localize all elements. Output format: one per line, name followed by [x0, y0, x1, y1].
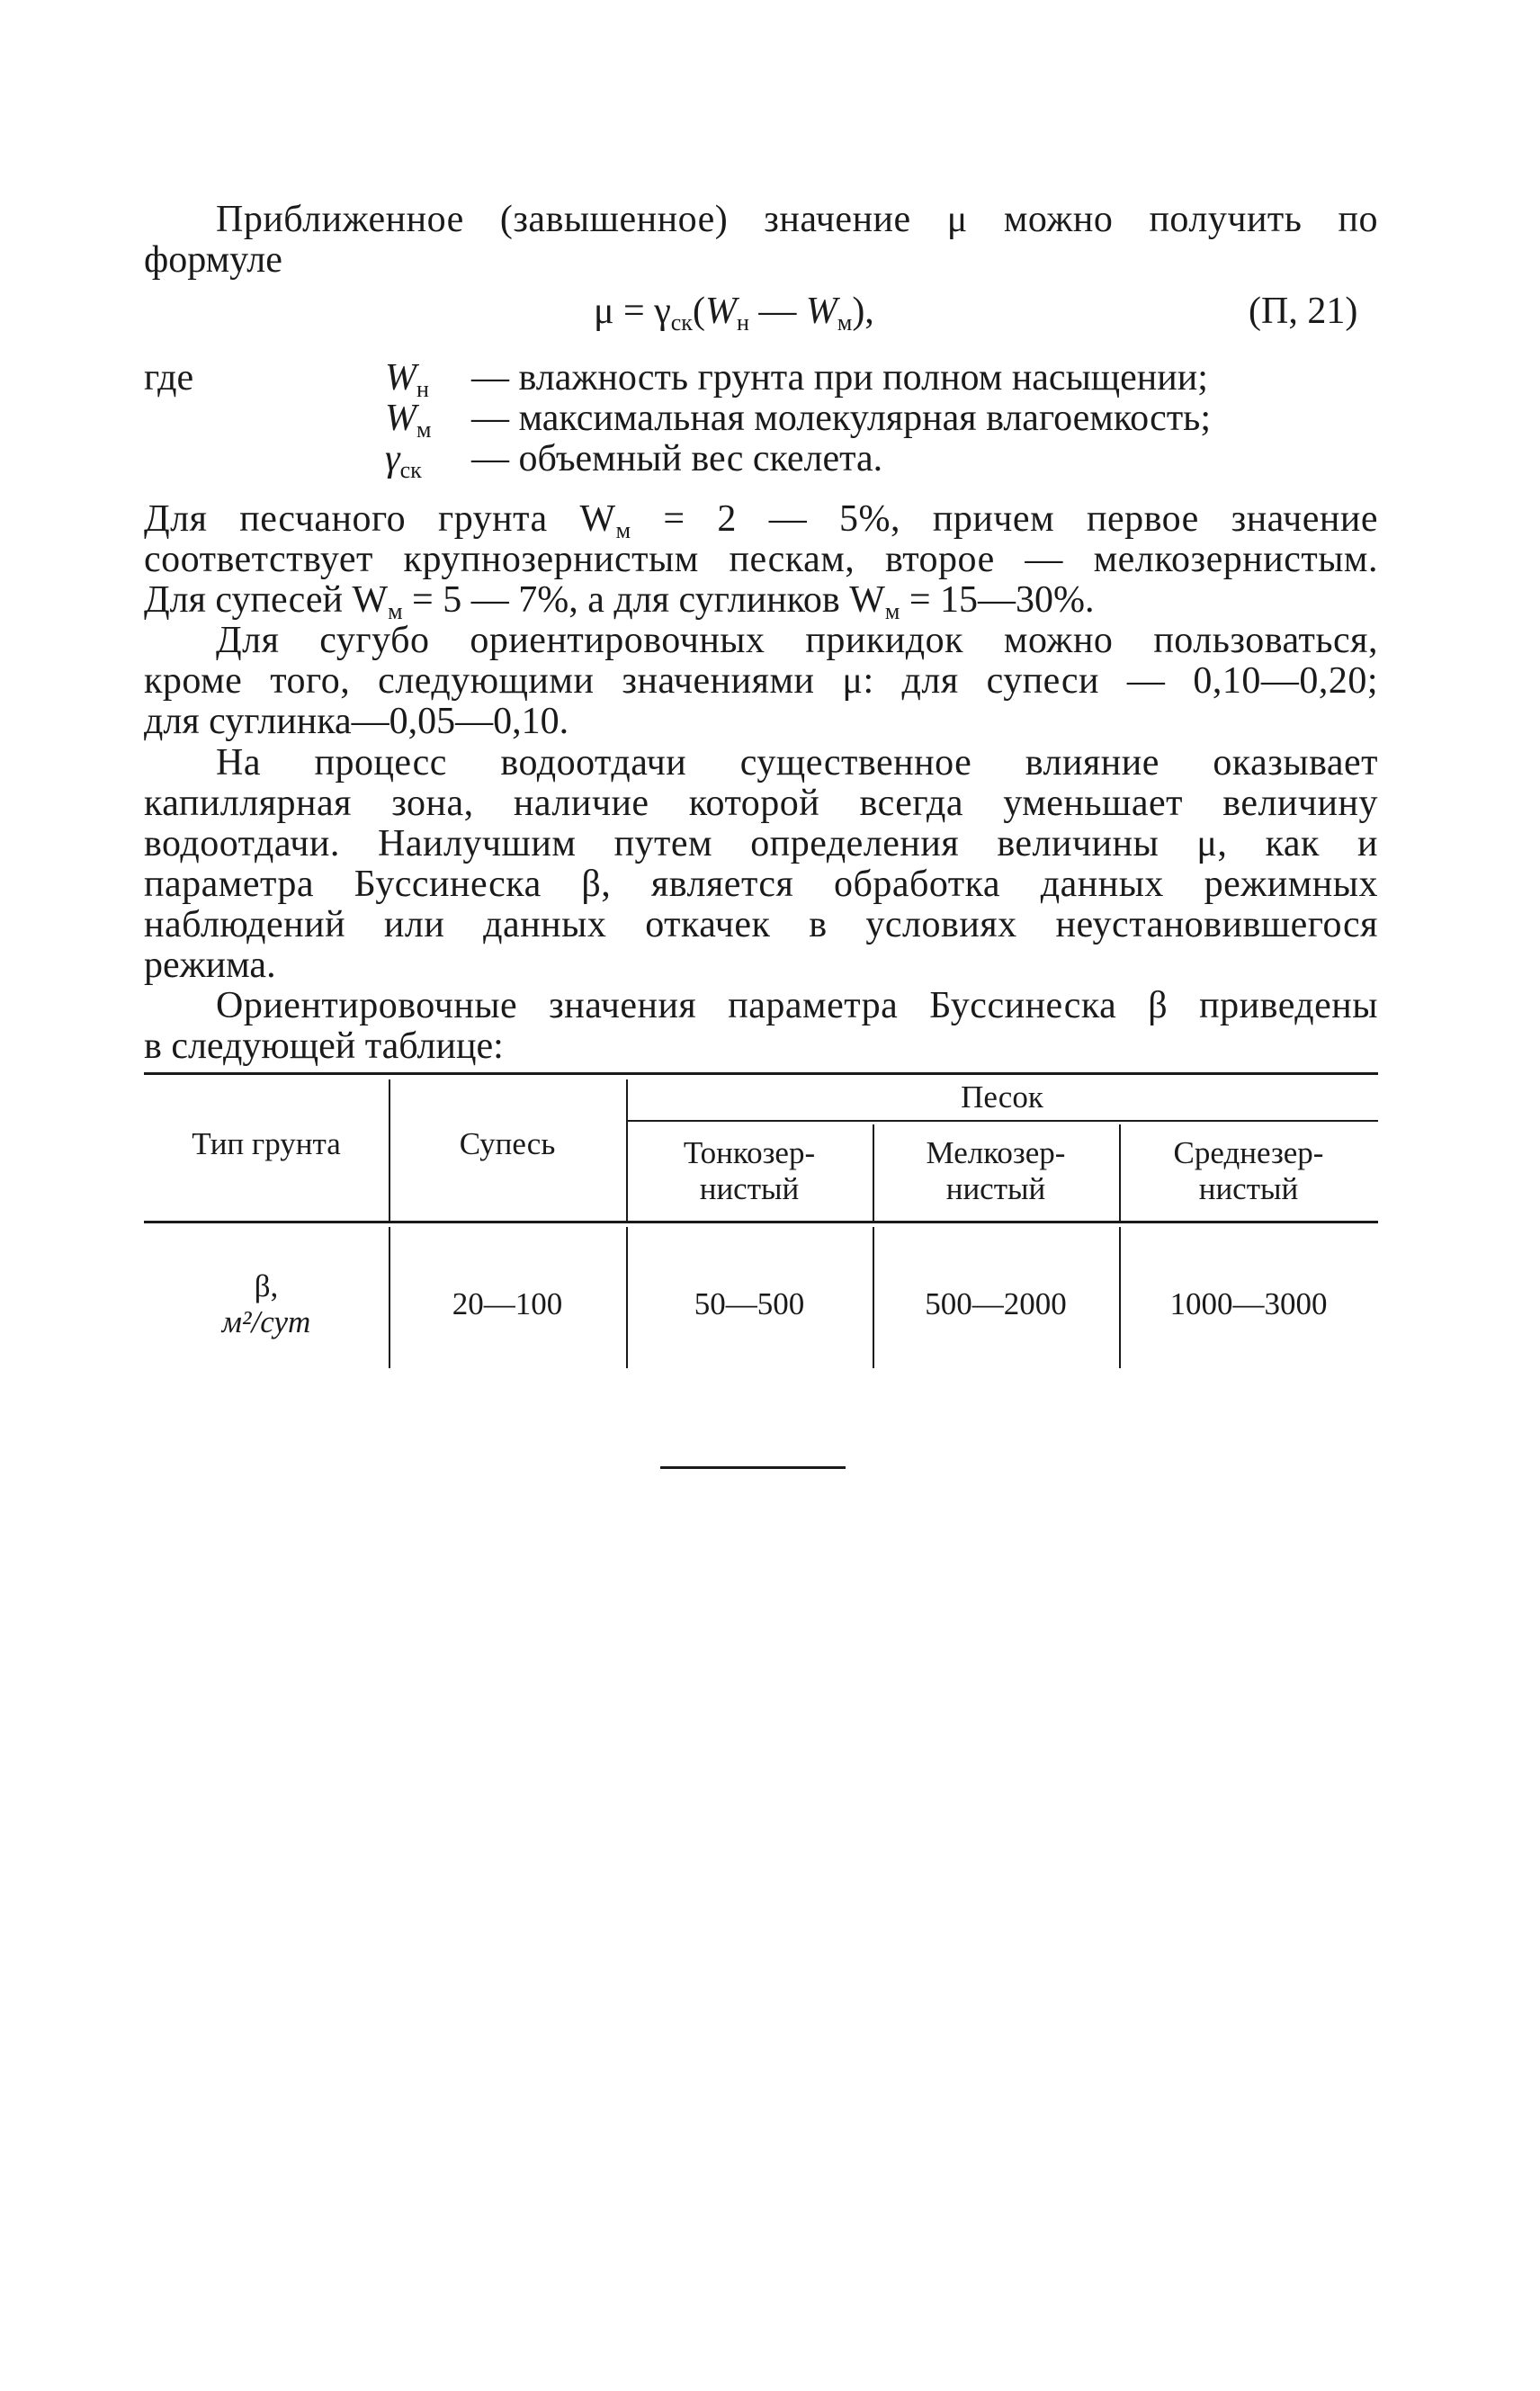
table-header-supes: Супесь	[459, 1126, 556, 1161]
intro-line-2: формуле	[144, 239, 282, 281]
table-row-label: β, м²/сут	[221, 1268, 311, 1339]
paragraph-line: Для сугубо ориентировочных прикидок можно пользоваться,	[216, 620, 1378, 661]
table-subheader-fine: Тонкозер- нистый	[683, 1135, 816, 1206]
table-subheader-medium: Среднезер- нистый	[1173, 1135, 1324, 1206]
table-header-pesok: Песок	[961, 1079, 1043, 1115]
beta-table	[144, 1072, 1378, 1374]
definition-symbol: $W_н$	[385, 357, 429, 402]
table-cell: 1000—3000	[1169, 1286, 1328, 1321]
definition-symbol: $W_м$	[385, 398, 432, 443]
table-cell: 50—500	[694, 1286, 805, 1321]
table-cell: 20—100	[452, 1286, 563, 1321]
paragraph-line: кроме того, следующими значениями μ: для супеси — 0,10—0,20;	[144, 660, 1378, 702]
paragraph-line: капиллярная зона, наличие которой всегда уменьшает величину	[144, 783, 1378, 824]
paragraph-line: наблюдений или данных откачек в условиях неустановившегося	[144, 904, 1378, 945]
paragraph-line: в следующей таблице:	[144, 1025, 504, 1067]
paragraph-line: водоотдачи. Наилучшим путем определения величины μ, как и	[144, 823, 1378, 864]
paragraph-line: Ориентировочные значения параметра Буссинеска β приведены	[216, 985, 1378, 1026]
paragraph-line: На процесс водоотдачи существенное влияние оказывает	[216, 742, 1378, 784]
equation-number: (П, 21)	[1249, 291, 1358, 332]
table-group-rule	[626, 1120, 1378, 1122]
table-top-rule	[144, 1072, 1378, 1075]
table-subheader-small: Мелкозер- нистый	[926, 1135, 1066, 1206]
formula: $\mu = \gamma_{ск}(W_н$ — $W_м$),	[594, 291, 874, 336]
table-header-type: Тип грунта	[192, 1126, 341, 1161]
definition-symbol: $\gamma_{ск}$	[385, 438, 422, 483]
paragraph-line: Для песчаного грунта $W_м = 2$ — 5%, причем первое значение	[144, 498, 1378, 543]
intro-line-1: Приближенное (завышенное) значение μ можно получить по	[216, 199, 1378, 240]
table-header-rule	[144, 1221, 1378, 1223]
paragraph-line: режима.	[144, 945, 276, 986]
section-end-rule	[660, 1466, 846, 1469]
table-cell: 500—2000	[925, 1286, 1067, 1321]
paragraph-line: параметра Буссинеска β, является обработка данных режимных	[144, 864, 1378, 905]
document-page: Приближенное (завышенное) значение μ можно получить по формуле $\mu = \gamma_{ск}(W_н$ — $W_м$), (П, 21) где $W_н$ — влажность грунта при полном насыщении; $W_м$ — максимальная молекулярная влагоемкость; $\gamma_{ск}$ — объемный вес скелета. Для песчаного грунта $W_м = 2$ — 5%, причем первое значение соответствует крупнозернистым пескам, второе — мелкозернистым. Для супесей $W_м = 5$ — 7%, а для суглинков $W_м$ = 15—30%. Для сугубо ориентировочных прикидок можно пользоваться, кроме того, следующими значениями μ: для супеси — 0,10—0,20; для суглинка—0,05—0,10. На процесс водоотдачи существенное влияние оказывает капиллярная зона, наличие которой всегда уменьшает величину водоотдачи. Наилучшим путем определения величины μ, как и параметра Буссинеска β, является обработка данных режимных наблюдений или данных откачек в условиях неустановившегося режима. Ориентировочные значения параметра Буссинеска β приведены в следующей таблице: Тип грунта Супесь Песок Тонкозер- нистый Мелкозер- нистый Среднезер- нистый β, м²/сут 20—100 50—500 500—2000 1000—3000	[0, 0, 1540, 2391]
paragraph-line: соответствует крупнозернистым пескам, второе — мелкозернистым.	[144, 539, 1378, 580]
paragraph-line: Для супесей $W_м = 5$ — 7%, а для суглинков $W_м$ = 15—30%.	[144, 579, 1095, 624]
paragraph-line: для суглинка—0,05—0,10.	[144, 701, 569, 742]
